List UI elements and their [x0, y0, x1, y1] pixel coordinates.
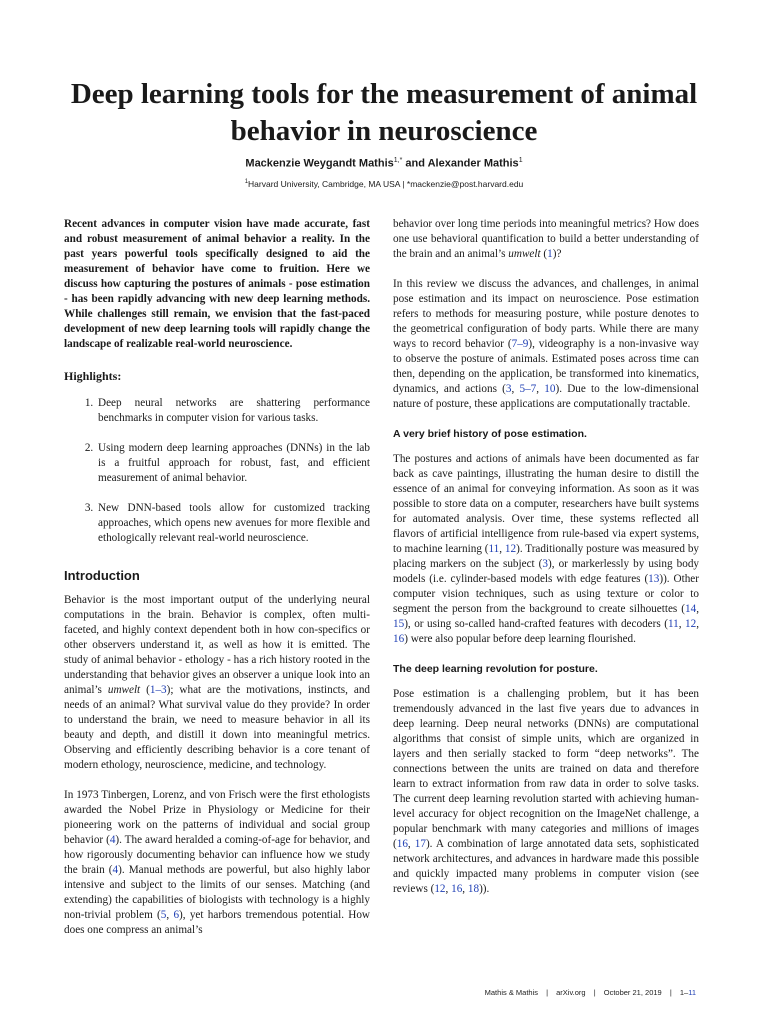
section-heading-introduction: Introduction: [64, 568, 140, 583]
citation-link[interactable]: 1: [547, 248, 553, 260]
highlight-item: 1. Deep neural networks are shattering performance benchmarks in computer vision for various tasks.: [96, 396, 370, 426]
citation-link[interactable]: 13: [648, 573, 660, 585]
affiliation: [0, 179, 768, 189]
footer-venue: arXiv.org: [556, 988, 586, 997]
citation-link[interactable]: 12: [434, 883, 446, 895]
citation-link[interactable]: 5: [160, 909, 167, 921]
revolution-paragraph: Pose estimation is a challenging problem, but it has been tremendously advanced in the last five years due to advances in deep learning. Deep neural networks (DNNs) are computational algorithms that consist of simple units, which are organized in layers and then serially stacked to form “deep networks”. The connections between the units are trained on data and therefore learn to extract information from raw data in order to solve tasks. The current deep learning revolution started with achieving human-level accuracy for object recognition on the ImageNet challenge, a popular benchmark with many categories and millions of images (16, 17). A combination of large annotated data sets, sophisticated network architectures, and advances in hardware made this possible and quickly impacted many problems in computer vision (see reviews (12, 16, 18)).: [393, 688, 699, 895]
citation-link[interactable]: 7–9: [511, 338, 529, 350]
citation-link[interactable]: 18: [467, 883, 480, 895]
history-paragraph: The postures and actions of animals have been documented as far back as cave paintings, illustrating the human desire to distill the essence of an animal for conveying information. As soon as it was possible to store data on a computer, researchers have built systems for automated analysis. Over time, these systems reflected all flavors of artificial intelligence from rule-based via expert systems, to machine learning (11, 12). Traditionally posture was measured by placing markers on the subject (3), or markerlessly by using body models (i.e. cylinder-based models with edge features (13)). Other computer vision techniques, such as using texture or color to segment the person from the background to create silhouettes (14, 15), or using so-called hand-crafted features with decoders (11, 12, 16) were also popular before deep learning flourished.: [393, 453, 700, 645]
citation-link[interactable]: 14: [685, 603, 697, 615]
author-superscript: 1: [518, 157, 523, 164]
affiliation-text: Harvard University, Cambridge, MA USA | *mackenzie@post.harvard.edu: [248, 179, 524, 189]
footer-page-prefix: 1–: [679, 988, 689, 997]
citation-link[interactable]: 3: [542, 558, 549, 570]
citation-link[interactable]: 16: [396, 838, 408, 850]
footer-page-link[interactable]: 11: [688, 988, 696, 997]
highlight-item: 3. New DNN-based tools allow for customized tracking approaches, which opens new avenues for more flexible and ethologically relevant real-world neuroscience.: [96, 501, 370, 546]
intro-paragraph: behavior over long time periods into meaningful metrics? How does one use behavioral quantification to build a better understanding of the brain and an animal’s umwelt (1)?: [393, 218, 699, 260]
citation-link[interactable]: 11: [667, 618, 679, 630]
highlight-item: 2. Using modern deep learning approaches (DNNs) in the lab is a fruitful approach for robust, fast, and efficient measurement of animal behavior.: [96, 441, 370, 486]
author-name: Alexander Mathis: [427, 157, 519, 170]
footer-separator: |: [669, 988, 672, 997]
footer-authors: Mathis & Mathis: [484, 988, 538, 997]
author-name: Mackenzie Weygandt Mathis: [245, 157, 394, 170]
subsection-heading-history: A very brief history of pose estimation.: [393, 428, 587, 440]
abstract: Recent advances in computer vision have made accurate, fast and robust measurement of animal behavior a reality. In the past years powerful tools specifically designed to aid the measurement of behavior have come to fruition. Here we discuss how capturing the postures of animals - pose estimation - has been rapidly advancing with new deep learning methods. While challenges still remain, we envision that the fast-paced development of new deep learning tools will rapidly change the landscape of realizable real-world neuroscience.: [64, 218, 370, 350]
footer-separator: |: [593, 988, 596, 997]
citation-link[interactable]: 12: [685, 618, 697, 630]
right-column: [393, 217, 699, 912]
citation-link[interactable]: 17: [414, 838, 426, 850]
citation-link[interactable]: 5–7: [519, 383, 537, 395]
intro-paragraph: In 1973 Tinbergen, Lorenz, and von Frisch were the first ethologists awarded the Nobel Prize in Physiology or Medicine for their pioneering work on the patterns of individual and social group behavior (4). The award heralded a coming-of-age for behavior, and how rigorously documenting behavior can influence how we study the brain (4). Manual methods are powerful, but also highly labor intensive and subject to the limits of our senses. Matching (and extending) the capabilities of biologists with technology is a highly non-trivial problem (5, 6), yet harbors tremendous potential. How does one compress an animal’s: [64, 789, 371, 936]
author-line: [0, 157, 768, 170]
citation-link[interactable]: 16: [393, 633, 405, 645]
citation-link[interactable]: 4: [109, 834, 116, 846]
footer-date: October 21, 2019: [603, 988, 662, 997]
intro-paragraph: Behavior is the most important output of the underlying neural computations in the brain. Behavior is complex, often multi-faceted, and highly context dependent both in how con-specifics or other observers understand it, as well as how it is emitted. The study of animal behavior - ethology - has a rich history rooted in the understanding that behavior gives an observer a unique look into an animal’s umwelt (1–3); what are the motivations, instincts, and needs of an animal? What survival value do they provide? In order to understand the brain, we need to measure behavior in all its beauty and depth, and distill it down into meaningful metrics. Observing and efficiently describing behavior is a core tenant of modern ethology, neuroscience, medicine, and technology.: [64, 594, 371, 771]
citation-link[interactable]: 1–3: [149, 684, 167, 696]
author-and: and: [405, 157, 425, 170]
author-superscript: 1,*: [393, 157, 403, 164]
citation-link[interactable]: 6: [173, 909, 180, 921]
citation-link[interactable]: 10: [544, 383, 556, 395]
intro-paragraph: In this review we discuss the advances, and challenges, in animal pose estimation and its impact on neuroscience. Pose estimation refers to methods for measuring posture, while posture denotes to the geometrical configuration of body parts. While there are many ways to record behavior (7–9), videography is a non-invasive way to observe the posture of animals. Estimated poses across time can then, depending on the application, be transformed into kinematics, dynamics, and actions (3, 5–7, 10). Due to the low-dimensional nature of posture, these applications are computationally tractable.: [393, 278, 700, 410]
page-footer: [485, 988, 696, 997]
subsection-heading-revolution: The deep learning revolution for posture.: [393, 663, 598, 675]
highlights-heading: Highlights:: [64, 369, 122, 383]
left-column: [64, 217, 370, 953]
citation-link[interactable]: 4: [112, 864, 119, 876]
paper-title: Deep learning tools for the measurement of animal behavior in neuroscience: [70, 78, 698, 147]
citation-link[interactable]: 16: [451, 883, 463, 895]
citation-link[interactable]: 15: [393, 618, 405, 630]
affiliation-superscript: 1: [244, 179, 249, 186]
highlights-list: [64, 396, 370, 546]
citation-link[interactable]: 11: [488, 543, 500, 555]
citation-link[interactable]: 3: [505, 383, 512, 395]
citation-link[interactable]: 12: [504, 543, 517, 555]
footer-separator: |: [546, 988, 549, 997]
